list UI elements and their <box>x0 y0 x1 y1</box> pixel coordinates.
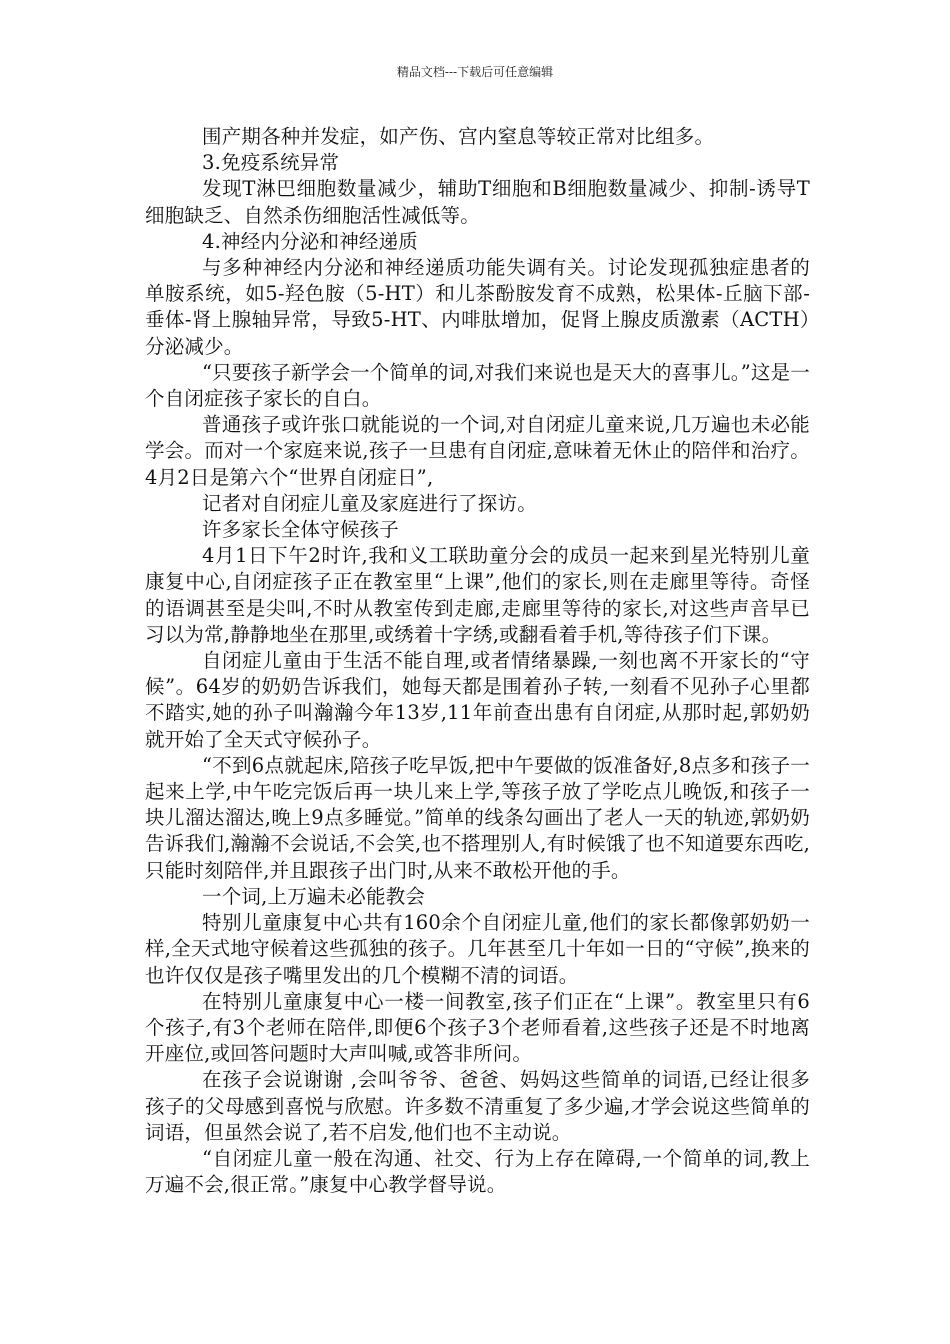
paragraph: 普通孩子或许张口就能说的一个词,对自闭症儿童来说,几万遍也未必能学会。而对一个家庭来说,孩子一旦患有自闭症,意味着无休止的陪伴和治疗。4月2日是第六个“世界自闭症日”, <box>145 413 810 489</box>
paragraph: 发现T淋巴细胞数量减少，辅助T细胞和B细胞数量减少、抑制-诱导T细胞缺乏、自然杀伤细胞活性减低等。 <box>145 177 810 227</box>
paragraph: 自闭症儿童由于生活不能自理,或者情绪暴躁,一刻也离不开家长的“守候”。64岁的奶奶告诉我们，她每天都是围着孙子转,一刻看不见孙子心里都不踏实,她的孙子叫瀚瀚今年13岁,11年前查出患有自闭症,从那时起,郭奶奶就开始了全天式守候孙子。 <box>145 649 810 751</box>
paragraph: 在孩子会说谢谢 ,会叫爷爷、爸爸、妈妈这些简单的词语,已经让很多孩子的父母感到喜悦与欣慰。许多数不清重复了多少遍,才学会说这些简单的词语，但虽然会说了,若不启发,他们也不主动说。 <box>145 1068 810 1144</box>
section-heading: 3.免疫系统异常 <box>202 151 340 175</box>
paragraph: 围产期各种并发症，如产伤、宫内窒息等较正常对比组多。 <box>202 125 715 148</box>
page-header: 精品文档---下载后可任意编辑 <box>396 65 554 79</box>
paragraph: “不到6点就起床,陪孩子吃早饭,把中午要做的饭准备好,8点多和孩子一起来上学,中午吃完饭后再一块儿来上学,等孩子放了学吃点儿晚饭,和孩子一块儿溜达溜达,晚上9点多睡觉。”简单的线条勾画出了老人一天的轨迹,郭奶奶告诉我们,瀚瀚不会说话,不会笑,也不搭理别人,有时候饿了也不知道要东西吃,只能时刻陪伴,并且跟孩子出门时,从来不敢松开他的手。 <box>145 753 810 882</box>
paragraph: 在特别儿童康复中心一楼一间教室,孩子们正在“上课”。教室里只有6个孩子,有3个老师在陪伴,即便6个孩子3个老师看着,这些孩子还是不时地离开座位,或回答问题时大声叫喊,或答非所问。 <box>145 989 810 1066</box>
paragraph: 记者对自闭症儿童及家庭进行了探访。 <box>202 491 537 515</box>
paragraph: 与多种神经内分泌和神经递质功能失调有关。讨论发现孤独症患者的单胺系统，如5-羟色胺（5-HT）和儿茶酚胺发育不成熟，松果体-丘脑下部-垂体-肾上腺轴异常，导致5-HT、内啡肽增加，促肾上腺皮质激素（ACTH）分泌减少。 <box>145 256 810 358</box>
paragraph: 特别儿童康复中心共有160余个自闭症儿童,他们的家长都像郭奶奶一样,全天式地守候着这些孤独的孩子。几年甚至几十年如一日的“守候”,换来的也许仅仅是孩子嘴里发出的几个模糊不清的词语。 <box>145 911 810 987</box>
paragraph: “自闭症儿童一般在沟通、社交、行为上存在障碍,一个简单的词,教上万遍不会,很正常。”康复中心教学督导说。 <box>145 1146 810 1197</box>
section-heading: 一个词,上万遍未必能教会 <box>202 884 426 908</box>
section-heading: 4.神经内分泌和神经递质 <box>202 229 419 253</box>
document-body <box>145 124 810 1198</box>
paragraph: 4月1日下午2时许,我和义工联助童分会的成员一起来到星光特别儿童康复中心,自闭症孩子正在教室里“上课”,他们的家长,则在走廊里等待。奇怪的语调甚至是尖叫,不时从教室传到走廊,走廊里等待的家长,对这些声音早已习以为常,静静地坐在那里,或绣着十字绣,或翻看着手机,等待孩子们下课。 <box>145 544 810 646</box>
section-heading: 许多家长全体守候孩子 <box>202 518 400 542</box>
paragraph: “只要孩子新学会一个简单的词,对我们来说也是天大的喜事儿。”这是一个自闭症孩子家长的自白。 <box>145 360 810 411</box>
